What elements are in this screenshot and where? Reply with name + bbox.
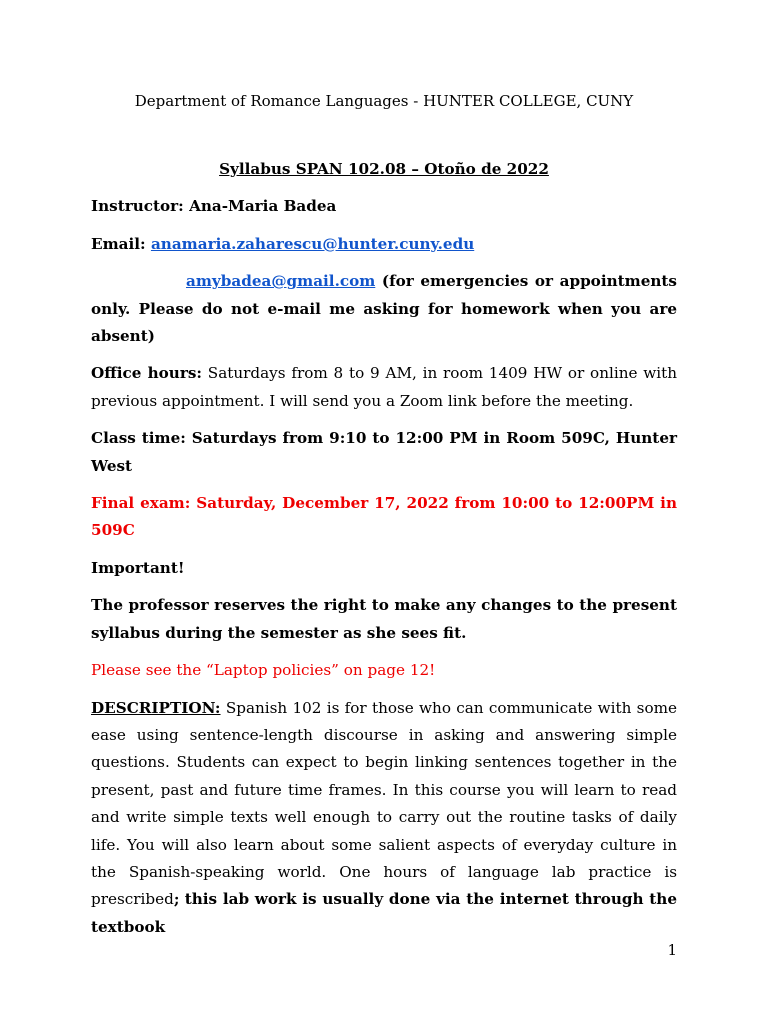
description-paragraph (91, 695, 677, 942)
office-hours-paragraph (91, 360, 677, 415)
page-number: 1 (667, 941, 677, 959)
secondary-email-note: (for emergencies or appointments only. Please do not e-mail me asking for homework when you are absent) (91, 272, 677, 346)
final-exam-paragraph: Final exam: Saturday, December 17, 2022 from 10:00 to 12:00PM in 509C (91, 494, 677, 540)
document-body (91, 156, 677, 941)
instructor-line (91, 193, 677, 220)
email-label: Email: (91, 234, 146, 253)
laptop-policy-note: Please see the “Laptop policies” on page 12! (91, 661, 436, 680)
department-header: Department of Romance Languages - HUNTER COLLEGE, CUNY (134, 92, 634, 110)
instructor-label: Instructor: (91, 197, 184, 216)
secondary-email-link[interactable]: amybadea@gmail.com (186, 272, 376, 291)
secondary-email-paragraph (91, 268, 677, 350)
instructor-name: Ana-Maria Badea (189, 197, 337, 216)
syllabus-title: Syllabus SPAN 102.08 – Otoño de 2022 (219, 160, 549, 178)
important-label: Important! (91, 558, 185, 577)
email-line (91, 231, 677, 258)
primary-email-link[interactable]: anamaria.zaharescu@hunter.cuny.edu (150, 234, 475, 253)
description-text: Spanish 102 is for those who can communicate with some ease using sentence-length discourse in asking and answering simple questions. Students can expect to begin linking sentences together in the present, past and future time frames. In this course you will learn to read and write simple texts well enough to carry out the routine tasks of daily life. You will also learn about some salient aspects of everyday culture in the Spanish-speaking world. One hours of language lab practice is prescribed (91, 698, 677, 909)
class-time-paragraph: Class time: Saturdays from 9:10 to 12:00 PM in Room 509C, Hunter West (91, 429, 677, 475)
description-semicolon: ; (173, 890, 180, 909)
important-text: The professor reserves the right to make any changes to the present syllabus during the semester as she sees fit. (91, 596, 677, 642)
office-hours-text: Saturdays from 8 to 9 AM, in room 1409 HW or online with previous appointment. I will send you a Zoom link before the meeting. (91, 364, 677, 410)
description-label: DESCRIPTION: (91, 698, 221, 717)
description-bold-tail: this lab work is usually done via the internet through the textbook (91, 890, 677, 936)
office-hours-label: Office hours: (91, 364, 202, 383)
